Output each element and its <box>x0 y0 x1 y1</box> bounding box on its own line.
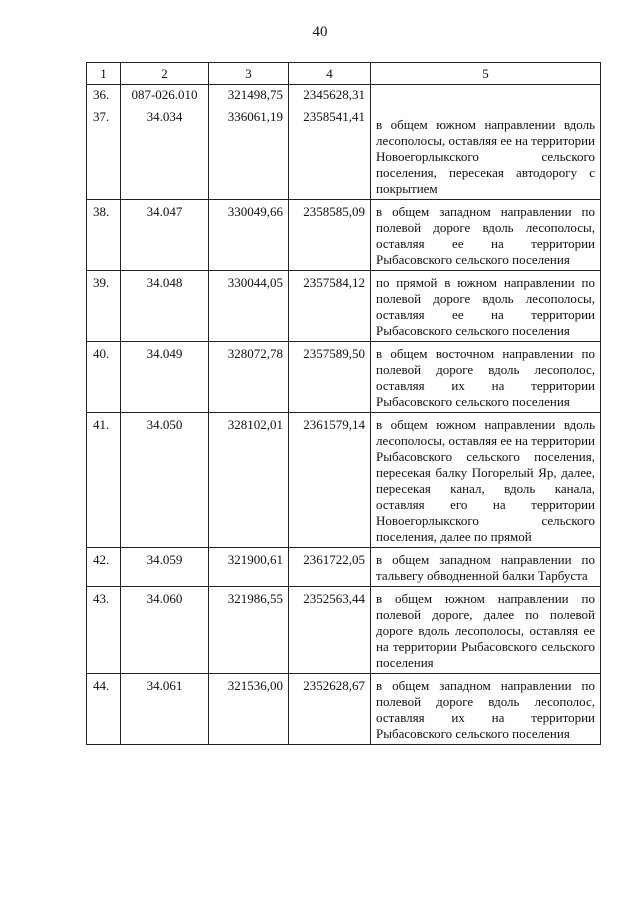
coord-y: 2361579,14 <box>289 413 371 548</box>
coord-y: 2358541,41 <box>289 105 371 200</box>
point-code: 34.034 <box>121 105 209 200</box>
description <box>371 85 601 106</box>
row-number: 37. <box>87 105 121 200</box>
row-number: 44. <box>87 674 121 745</box>
coord-y: 2358585,09 <box>289 200 371 271</box>
table-row <box>87 587 601 674</box>
row-number: 41. <box>87 413 121 548</box>
header-col-1: 1 <box>87 63 121 85</box>
header-col-5: 5 <box>371 63 601 85</box>
point-code: 34.049 <box>121 342 209 413</box>
row-number: 36. <box>87 85 121 106</box>
point-code: 087-026.010 <box>121 85 209 106</box>
point-code: 34.048 <box>121 271 209 342</box>
table-row <box>87 674 601 745</box>
point-code: 34.050 <box>121 413 209 548</box>
description: в общем западном направлении по полевой дороге вдоль лесополосы, оставляя ее на территории Рыбасовского сельского поселения <box>371 200 601 271</box>
row-number: 42. <box>87 548 121 587</box>
description: в общем южном направлении вдоль лесополосы, оставляя ее на территории Рыбасовского сельского поселения, пересекая балку Погорелый Яр, далее, пересекая канал, вдоль канала, оставляя его на территории Новоегорлыкского сельского поселения, далее по прямой <box>371 413 601 548</box>
coord-x: 321986,55 <box>209 587 289 674</box>
table-row <box>87 548 601 587</box>
coord-y: 2361722,05 <box>289 548 371 587</box>
description: в общем западном направлении по полевой дороге вдоль лесополос, оставляя их на территории Рыбасовского сельского поселения <box>371 674 601 745</box>
coord-x: 321536,00 <box>209 674 289 745</box>
table-row <box>87 271 601 342</box>
header-col-4: 4 <box>289 63 371 85</box>
coord-x: 328102,01 <box>209 413 289 548</box>
table-row <box>87 85 601 106</box>
row-number: 43. <box>87 587 121 674</box>
coord-x: 321900,61 <box>209 548 289 587</box>
point-code: 34.059 <box>121 548 209 587</box>
table-row <box>87 105 601 200</box>
table-row <box>87 200 601 271</box>
coord-x: 330044,05 <box>209 271 289 342</box>
point-code: 34.060 <box>121 587 209 674</box>
description: в общем западном направлении по тальвегу обводненной балки Тарбуста <box>371 548 601 587</box>
description: в общем восточном направлении по полевой дороге вдоль лесополос, оставляя их на территории Рыбасовского сельского поселения <box>371 342 601 413</box>
page-number: 40 <box>312 24 328 40</box>
coord-x: 321498,75 <box>209 85 289 106</box>
table-header-row <box>87 63 601 85</box>
point-code: 34.047 <box>121 200 209 271</box>
coord-y: 2352628,67 <box>289 674 371 745</box>
header-col-2: 2 <box>121 63 209 85</box>
description: в общем южном направлении по полевой дороге, далее по полевой дороге вдоль лесополосы, оставляя ее на территории Рыбасовского сельского поселения <box>371 587 601 674</box>
description: по прямой в южном направлении по полевой дороге вдоль лесополосы, оставляя ее на территории Рыбасовского сельского поселения <box>371 271 601 342</box>
table-row <box>87 413 601 548</box>
coord-y: 2352563,44 <box>289 587 371 674</box>
coord-y: 2357584,12 <box>289 271 371 342</box>
coord-x: 328072,78 <box>209 342 289 413</box>
point-code: 34.061 <box>121 674 209 745</box>
row-number: 39. <box>87 271 121 342</box>
coord-y: 2345628,31 <box>289 85 371 106</box>
coord-x: 330049,66 <box>209 200 289 271</box>
description: в общем южном направлении вдоль лесополосы, оставляя ее на территории Новоегорлыкского сельского поселения, пересекая автодорогу с покрытием <box>371 105 601 200</box>
coord-y: 2357589,50 <box>289 342 371 413</box>
header-col-3: 3 <box>209 63 289 85</box>
coord-x: 336061,19 <box>209 105 289 200</box>
row-number: 40. <box>87 342 121 413</box>
boundary-points-table <box>86 62 601 745</box>
table-row <box>87 342 601 413</box>
row-number: 38. <box>87 200 121 271</box>
